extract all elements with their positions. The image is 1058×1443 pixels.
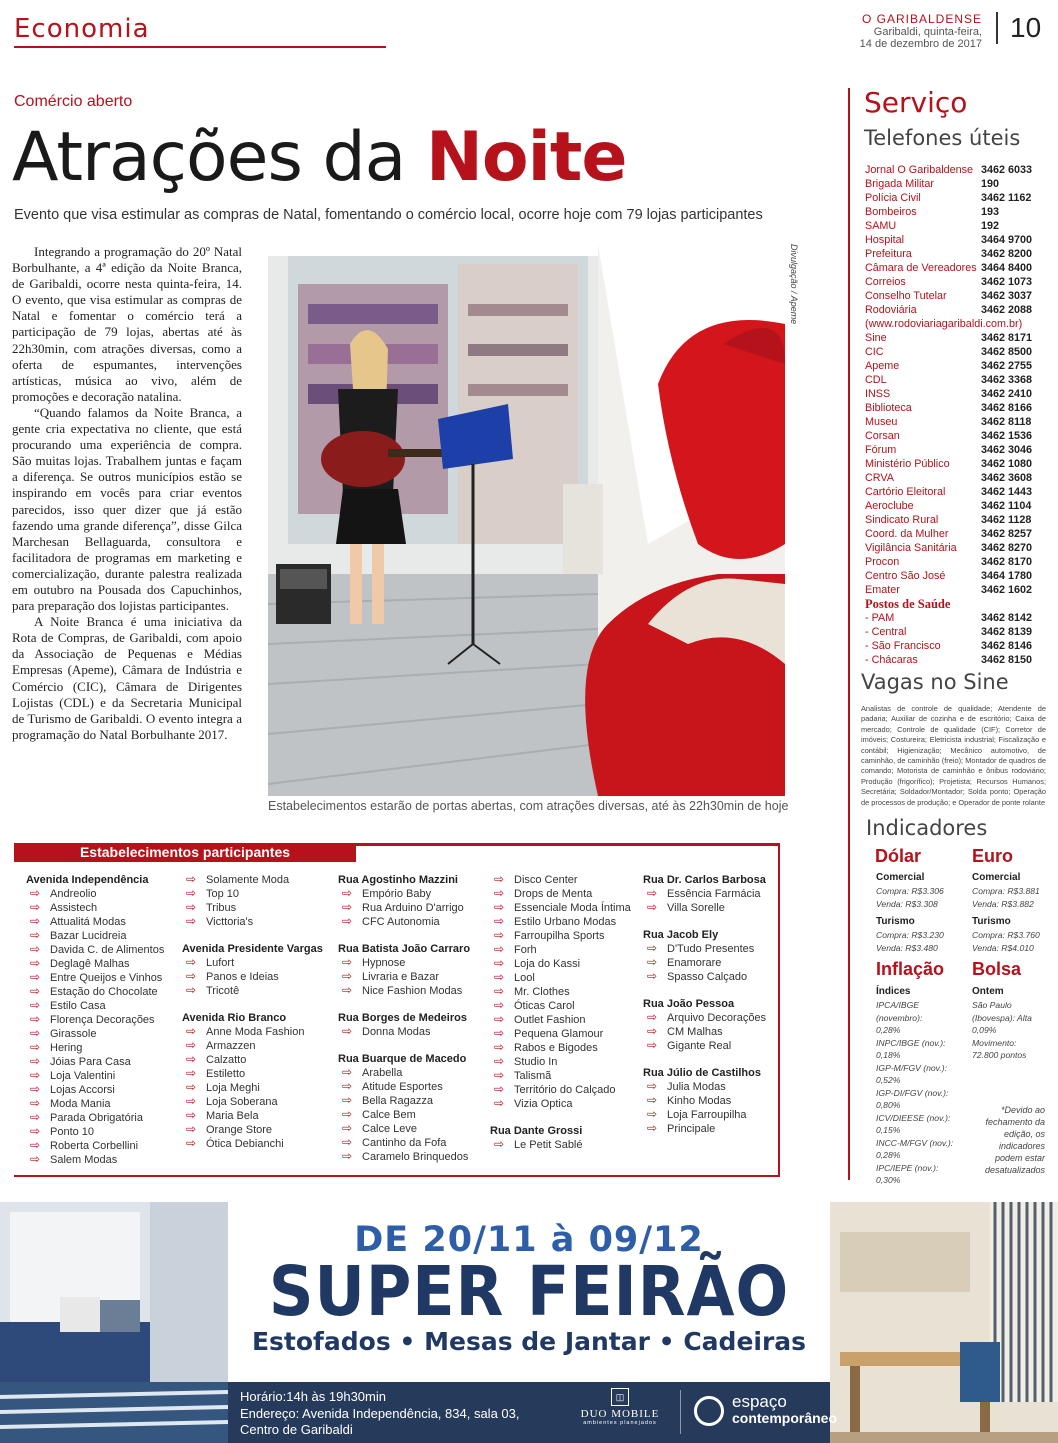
phone-number: 3462 8257: [981, 528, 1033, 540]
phone-row: [865, 303, 1045, 317]
phone-number: 3462 8270: [981, 542, 1033, 554]
inflation-line: 0,80%: [876, 1100, 901, 1110]
inflation-line: 0,15%: [876, 1125, 901, 1135]
phone-name: Rodoviária: [865, 304, 917, 316]
shop-item: ⇨ Lufort: [182, 956, 332, 970]
shop-item: ⇨ Le Petit Sablé: [490, 1138, 640, 1152]
shop-item: ⇨ Nice Fashion Modas: [338, 984, 488, 998]
shop-item: ⇨ Anne Moda Fashion: [182, 1025, 332, 1039]
phone-row: [865, 163, 1045, 177]
inflacao-title: Inflação: [876, 959, 945, 979]
establishments-column-3: [338, 873, 488, 1164]
euro-comercial-venda: Venda: R$3.882: [972, 898, 1034, 909]
shop-item: ⇨ Talismã: [490, 1069, 640, 1083]
shop-item: ⇨ Loja Valentini: [26, 1069, 176, 1083]
shop-item: ⇨ Jóias Para Casa: [26, 1055, 176, 1069]
shop-item: ⇨ Hering: [26, 1041, 176, 1055]
phone-row: [865, 499, 1045, 513]
inflacao-sub: Índices: [876, 986, 911, 997]
phone-name: Postos de Saúde: [865, 597, 951, 611]
shop-item: ⇨ Entre Queijos e Vinhos: [26, 971, 176, 985]
phone-number: 3462 2755: [981, 360, 1033, 372]
phone-name: CIC: [865, 346, 884, 358]
article-kicker: Comércio aberto: [14, 93, 133, 110]
shop-item: ⇨ Lool: [490, 971, 640, 985]
shop-item: ⇨ Farroupilha Sports: [490, 929, 640, 943]
euro-turismo-compra: Compra: R$3.760: [972, 930, 1040, 940]
phone-row: [865, 541, 1045, 555]
street-name: Avenida Rio Branco: [182, 1012, 287, 1024]
phone-number: 3462 8118: [981, 416, 1032, 428]
shop-item: ⇨ Pequena Glamour: [490, 1027, 640, 1041]
euro-comercial-label: Comercial: [972, 872, 1021, 883]
inflation-line: INPC/IBGE (nov.):: [876, 1037, 946, 1048]
phone-name: Ministério Público: [865, 458, 950, 470]
shop-item: ⇨ Hypnose: [338, 956, 488, 970]
shop-item: ⇨ Loja Soberana: [182, 1095, 332, 1109]
phone-row: [865, 317, 1045, 331]
phone-number: 3462 1104: [981, 500, 1032, 512]
bolsa-values: [972, 999, 1047, 1062]
shop-item: ⇨ Lojas Accorsi: [26, 1083, 176, 1097]
phone-number: 3462 8500: [981, 346, 1033, 358]
phones-list: [865, 163, 1045, 667]
sidebar-rule: [848, 88, 850, 1180]
phone-number: 3462 3368: [981, 374, 1033, 386]
dolar-turismo-label: Turismo: [876, 916, 915, 927]
phone-row: [865, 611, 1045, 625]
shop-item: ⇨ Villa Sorelle: [643, 901, 793, 915]
article-deck: Evento que visa estimular as compras de Natal, fomentando o comércio local, ocorre hoje com 79 lojas participantes: [14, 207, 763, 223]
street-name: Rua Agostinho Mazzini: [338, 874, 458, 886]
phone-number: 3462 6033: [981, 164, 1033, 176]
street-name: Rua Borges de Medeiros: [338, 1012, 467, 1024]
phone-name: Coord. da Mulher: [865, 528, 949, 540]
phone-row: [865, 583, 1045, 597]
shop-item: ⇨ Calce Bem: [338, 1108, 488, 1122]
ad-address-2: Centro de Garibaldi: [240, 1422, 353, 1437]
shop-item: ⇨ Maria Bela: [182, 1109, 332, 1123]
shop-item: ⇨ Girassole: [26, 1027, 176, 1041]
shop-item: ⇨ Forh: [490, 943, 640, 957]
phone-name: Sindicato Rural: [865, 514, 939, 526]
shop-item: ⇨ Óticas Carol: [490, 999, 640, 1013]
phone-name: Cartório Eleitoral: [865, 486, 946, 498]
ad-dates: DE 20/11 à 09/12: [354, 1220, 704, 1260]
phone-number: 3462 3046: [981, 444, 1033, 456]
ad-subtitle: Estofados • Mesas de Jantar • Cadeiras: [251, 1327, 807, 1356]
vagas-title: Vagas no Sine: [861, 670, 1009, 694]
shop-item: ⇨ Roberta Corbellini: [26, 1139, 176, 1153]
street-name: Rua Dr. Carlos Barbosa: [643, 874, 766, 886]
vagas-text: Analistas de controle de qualidade; Atendente de padaria; Auxiliar de cozinha e de escritório; Caixa de mercado; Controle de qualidade (CIF); Corretor de imóveis; Costureira; Eletricista industrial; Fiscalização e contábil; Higienização; Mecânico automotivo, de caminhão, de caminhão (freio); Montador de quadros de comando; Motorista de caminhão e ônibus rodoviário; Produção (frigorífico); Projetista; Recursos Humanos; Secretária; Soldador/Montador; Solda ponto; Operação de processos de produção; e Operador de ponte rolante: [861, 704, 1046, 807]
phone-row: [865, 513, 1045, 527]
phone-number: 192: [981, 220, 1000, 232]
article-headline: [12, 118, 627, 197]
phone-row: [865, 401, 1045, 415]
phone-number: 3462 8166: [981, 402, 1033, 414]
phone-row: [865, 653, 1045, 667]
phone-number: 3462 1080: [981, 458, 1033, 470]
dolar-turismo-values: [876, 929, 944, 954]
phone-number: 3462 8171: [981, 332, 1033, 344]
euro-comercial-values: [972, 885, 1040, 910]
phone-row: [865, 275, 1045, 289]
article-photo: [268, 244, 785, 796]
phone-name: SAMU: [865, 220, 897, 232]
phone-name: Correios: [865, 276, 906, 288]
dolar-title: Dólar: [875, 846, 922, 866]
phone-number: 3462 8150: [981, 654, 1033, 666]
espaco-logo-word-2: contemporâneo: [732, 1410, 838, 1426]
ad-logo-divider: [680, 1390, 681, 1434]
shop-item: ⇨ Livraria e Bazar: [338, 970, 488, 984]
duo-mobile-icon: ◫: [611, 1388, 629, 1406]
shop-item: ⇨ Salem Modas: [26, 1153, 176, 1167]
phone-name: Câmara de Vereadores: [865, 262, 977, 274]
phone-row: [865, 261, 1045, 275]
phone-row: [865, 443, 1045, 457]
dolar-comercial-label: Comercial: [876, 872, 925, 883]
photo-caption: Estabelecimentos estarão de portas abertas, com atrações diversas, até às 22h30min de hoje: [268, 799, 789, 813]
street-name: Avenida Presidente Vargas: [182, 943, 323, 955]
shop-item: ⇨ CFC Autonomia: [338, 915, 488, 929]
phone-name: Vigilância Sanitária: [865, 542, 957, 554]
phone-name: Sine: [865, 332, 887, 344]
shop-item: ⇨ D'Tudo Presentes: [643, 942, 793, 956]
phone-row: [865, 415, 1045, 429]
shop-item: ⇨ Rabos e Bigodes: [490, 1041, 640, 1055]
phone-number: 3462 8170: [981, 556, 1033, 568]
phone-number: 190: [981, 178, 1000, 190]
phone-row: [865, 387, 1045, 401]
phone-number: 3462 8146: [981, 640, 1033, 652]
shop-item: ⇨ Caramelo Brinquedos: [338, 1150, 488, 1164]
phone-row: [865, 625, 1045, 639]
duo-mobile-tagline: ambientes planejados: [583, 1420, 657, 1426]
headline-part-a: Atrações da: [12, 118, 406, 197]
shop-item: ⇨ Deglagê Malhas: [26, 957, 176, 971]
euro-title: Euro: [972, 846, 1014, 866]
phone-row: [865, 177, 1045, 191]
shop-item: ⇨ Florença Decorações: [26, 1013, 176, 1027]
shop-item: ⇨ Tricotê: [182, 984, 332, 998]
shop-item: ⇨ Assistech: [26, 901, 176, 915]
phone-number: 3464 8400: [981, 262, 1033, 274]
indicators-title: Indicadores: [866, 816, 988, 840]
phone-name: (www.rodoviariagaribaldi.com.br): [865, 318, 1023, 330]
shop-item: ⇨ Tribus: [182, 901, 332, 915]
shop-item: ⇨ Orange Store: [182, 1123, 332, 1137]
bolsa-title: Bolsa: [972, 959, 1022, 979]
phone-name: Biblioteca: [865, 402, 912, 414]
duo-mobile-logo: [578, 1388, 662, 1426]
inflation-line: 0,30%: [876, 1175, 901, 1185]
phone-number: 3462 1602: [981, 584, 1033, 596]
phone-row: [865, 555, 1045, 569]
phone-name: Emater: [865, 584, 900, 596]
shop-item: ⇨ Davida C. de Alimentos: [26, 943, 176, 957]
sidebar-title: Serviço: [864, 86, 968, 119]
phone-name: Prefeitura: [865, 248, 912, 260]
phone-number: 3462 8200: [981, 248, 1033, 260]
establishments-column-1: [26, 873, 176, 1167]
shop-item: ⇨ Atitude Esportes: [338, 1080, 488, 1094]
espaco-logo-icon: [694, 1396, 724, 1426]
shop-item: ⇨ Estilo Casa: [26, 999, 176, 1013]
phone-row: [865, 639, 1045, 653]
phone-row: [865, 205, 1045, 219]
shop-item: ⇨ Bazar Lucidreia: [26, 929, 176, 943]
shop-item: ⇨ Loja Farroupilha: [643, 1108, 793, 1122]
street-name: Rua Dante Grossi: [490, 1125, 583, 1137]
shop-item: ⇨ Arquivo Decorações: [643, 1011, 793, 1025]
euro-turismo-venda: Venda: R$4.010: [972, 942, 1034, 953]
inflation-line: 0,28%: [876, 1150, 901, 1160]
shop-item: ⇨ Ótica Debianchi: [182, 1137, 332, 1151]
article-body: [12, 244, 242, 743]
photo-illustration: [268, 244, 785, 796]
phone-name: Conselho Tutelar: [865, 290, 947, 302]
phone-row: [865, 373, 1045, 387]
phone-name: Apeme: [865, 360, 900, 372]
phones-title: Telefones úteis: [864, 126, 1021, 150]
phone-row: [865, 219, 1045, 233]
shop-item: ⇨ Bella Ragazza: [338, 1094, 488, 1108]
shop-item: ⇨ Solamente Moda: [182, 873, 332, 887]
shop-item: ⇨ Mr. Clothes: [490, 985, 640, 999]
phone-number: 3462 1128: [981, 514, 1032, 526]
page-number: 10: [1010, 12, 1042, 43]
phones-subheading: [865, 597, 1045, 611]
bolsa-line: 72.800 pontos: [972, 1050, 1027, 1060]
phone-row: [865, 471, 1045, 485]
dolar-turismo-venda: Venda: R$3.480: [876, 942, 938, 953]
espaco-logo-word-1: espaço: [732, 1392, 787, 1411]
page-divider: [996, 12, 998, 44]
phone-name: Centro São José: [865, 570, 946, 582]
phone-number: 3462 3608: [981, 472, 1033, 484]
phone-row: [865, 345, 1045, 359]
street-name: Rua Batista João Carraro: [338, 943, 471, 955]
inflation-line: ICV/DIEESE (nov.):: [876, 1112, 951, 1123]
shop-item: ⇨ Disco Center: [490, 873, 640, 887]
phone-number: 3462 1162: [981, 192, 1032, 204]
establishments-title: Estabelecimentos participantes: [14, 843, 356, 862]
shop-item: ⇨ Estiletto: [182, 1067, 332, 1081]
shop-item: ⇨ Loja do Kassi: [490, 957, 640, 971]
shop-item: ⇨ Armazzen: [182, 1039, 332, 1053]
shop-item: ⇨ Essência Farmácia: [643, 887, 793, 901]
dolar-comercial-compra: Compra: R$3.306: [876, 886, 944, 896]
photo-credit: [787, 244, 799, 344]
inflacao-values: [876, 999, 966, 1187]
shop-item: ⇨ Outlet Fashion: [490, 1013, 640, 1027]
phone-number: 3462 3037: [981, 290, 1033, 302]
ad-hours: Horário:14h às 19h30min: [240, 1389, 386, 1404]
phone-number: 3462 2088: [981, 304, 1033, 316]
shop-item: ⇨ Studio In: [490, 1055, 640, 1069]
phone-row: [865, 569, 1045, 583]
phone-name: Fórum: [865, 444, 897, 456]
shop-item: ⇨ Spasso Calçado: [643, 970, 793, 984]
phone-number: 3462 8139: [981, 626, 1033, 638]
inflation-line: IPC/IEPE (nov.):: [876, 1162, 939, 1173]
establishments-column-2: [182, 873, 332, 1151]
shop-item: ⇨ Panos e Ideias: [182, 970, 332, 984]
phone-number: 3464 1780: [981, 570, 1033, 582]
paragraph-3: A Noite Branca é uma iniciativa da Rota de Compras, de Garibaldi, com apoio da Associação de Pequenas e Médias Empresas (Apeme), Câmara de Indústria e Comércio (CIC), Câmara de Dirigentes Lojistas (CDL) e da Secretaria Municipal de Turismo de Garibaldi. O evento integra a programação do Natal Borbulhante 2017.: [12, 614, 242, 742]
phone-number: 3464 9700: [981, 234, 1033, 246]
shop-item: ⇨ Estilo Urbano Modas: [490, 915, 640, 929]
euro-turismo-label: Turismo: [972, 916, 1011, 927]
paragraph-1: Integrando a programação do 20º Natal Borbulhante, a 4ª edição da Noite Branca, de Garibaldi, ocorre nesta quinta-feira, 14. O evento, que visa estimular as compras de Natal e fomentar o comércio terá a participação de 79 lojas, abertas até às 22h30min, com atrações diversas, como a oferta de espumantes, intervenções artísticas, música ao vivo, além de promoções e decoração natalina.: [12, 244, 242, 404]
phone-row: [865, 233, 1045, 247]
phone-number: 3462 2410: [981, 388, 1033, 400]
dolar-turismo-compra: Compra: R$3.230: [876, 930, 944, 940]
shop-item: ⇨ Top 10: [182, 887, 332, 901]
inflation-line: IGP-DI/FGV (nov.):: [876, 1087, 949, 1098]
phone-name: INSS: [865, 388, 891, 400]
euro-turismo-values: [972, 929, 1040, 954]
photo-credit-text: Divulgação / Apeme: [789, 244, 799, 325]
phone-number: 3462 8142: [981, 612, 1033, 624]
inflation-line: 0,52%: [876, 1075, 901, 1085]
street-name: Avenida Independência: [26, 874, 149, 886]
paragraph-2: “Quando falamos da Noite Branca, a gente cria expectativa no cliente, que está procurando uma experiência de compra. São muitas lojas. Trabalhem juntas e façam a diferença. Se outros municípios estão se inspirando em vocês para criar eventos parecidos, isso quer dizer que já estão fazendo uma grande diferença”, disse Gilca Marchesan Bellaguarda, consultora e facilitadora de programas em marketing e comercialização, durante palestra realizada em outubro na Pousada dos Capuchinhos, para preparação dos lojistas participantes.: [12, 404, 242, 614]
street-name: Rua Júlio de Castilhos: [643, 1067, 761, 1079]
header-rule: [14, 46, 386, 48]
phone-name: - São Francisco: [865, 640, 941, 652]
shop-item: ⇨ Estação do Chocolate: [26, 985, 176, 999]
date-line-1: Garibaldi, quinta-feira,: [873, 26, 982, 38]
bolsa-line: São Paulo (Ibovespa): Alta 0,09%: [972, 1000, 1032, 1035]
shop-item: ⇨ Donna Modas: [338, 1025, 488, 1039]
inflation-line: INCC-M/FGV (nov.):: [876, 1137, 954, 1148]
shop-item: ⇨ Kinho Modas: [643, 1094, 793, 1108]
phone-name: CDL: [865, 374, 887, 386]
shop-item: ⇨ Victtoria's: [182, 915, 332, 929]
phone-name: Bombeiros: [865, 206, 917, 218]
phone-row: [865, 191, 1045, 205]
inflation-line: 0,28%: [876, 1025, 901, 1035]
shop-item: ⇨ Calce Leve: [338, 1122, 488, 1136]
shop-item: ⇨ Attualitá Modas: [26, 915, 176, 929]
phone-row: [865, 485, 1045, 499]
ad-title: SUPER FEIRÃO: [268, 1251, 790, 1332]
shop-item: ⇨ Ponto 10: [26, 1125, 176, 1139]
shop-item: ⇨ Calzatto: [182, 1053, 332, 1067]
phone-name: Brigada Militar: [865, 178, 935, 190]
phone-name: Aeroclube: [865, 500, 914, 512]
establishments-column-5: [643, 873, 793, 1136]
shop-item: ⇨ Drops de Menta: [490, 887, 640, 901]
bolsa-line: Movimento:: [972, 1037, 1017, 1048]
shop-item: ⇨ Essenciale Moda Íntima: [490, 901, 640, 915]
phone-name: CRVA: [865, 472, 895, 484]
duo-mobile-name: DUO MOBILE: [580, 1408, 660, 1420]
inflation-line: IGP-M/FGV (nov.):: [876, 1062, 947, 1073]
headline-part-b: Noite: [425, 118, 627, 197]
newspaper-name: O GARIBALDENSE: [861, 12, 982, 26]
shop-item: ⇨ Loja Meghi: [182, 1081, 332, 1095]
phone-name: Museu: [865, 416, 898, 428]
phone-name: Procon: [865, 556, 900, 568]
inflation-line: 0,18%: [876, 1050, 901, 1060]
dolar-comercial-venda: Venda: R$3.308: [876, 898, 938, 909]
phone-number: 193: [981, 206, 1000, 218]
street-name: Rua João Pessoa: [643, 998, 735, 1010]
shop-item: ⇨ Rua Arduino D'arrigo: [338, 901, 488, 915]
phone-name: Corsan: [865, 430, 900, 442]
phone-name: Hospital: [865, 234, 905, 246]
phone-name: Polícia Civil: [865, 192, 921, 204]
phone-name: - Chácaras: [865, 654, 918, 666]
shop-item: ⇨ Território do Calçado: [490, 1083, 640, 1097]
shop-item: ⇨ Julia Modas: [643, 1080, 793, 1094]
phone-row: [865, 331, 1045, 345]
shop-item: ⇨ Parada Obrigatória: [26, 1111, 176, 1125]
shop-item: ⇨ Enamorare: [643, 956, 793, 970]
phone-row: [865, 429, 1045, 443]
inflation-line: IPCA/IBGE (novembro):: [876, 1000, 923, 1023]
ad-address-1: Endereço: Avenida Independência, 834, sala 03,: [240, 1405, 520, 1421]
phone-row: [865, 527, 1045, 541]
phone-name: - Central: [865, 626, 907, 638]
date-line-2: 14 de dezembro de 2017: [859, 38, 982, 50]
shop-item: ⇨ CM Malhas: [643, 1025, 793, 1039]
ad-info: [240, 1389, 519, 1439]
phone-row: [865, 457, 1045, 471]
shop-item: ⇨ Andreolio: [26, 887, 176, 901]
edition-date: [822, 26, 982, 50]
street-name: Rua Buarque de Macedo: [338, 1053, 467, 1065]
shop-item: ⇨ Cantinho da Fofa: [338, 1136, 488, 1150]
shop-item: ⇨ Empório Baby: [338, 887, 488, 901]
establishments-column-4: [490, 873, 640, 1152]
indicators-note: *Devido ao fechamento da edição, os indicadores podem estar desatualizados: [985, 1105, 1046, 1175]
phone-number: 3462 1536: [981, 430, 1033, 442]
shop-item: ⇨ Arabella: [338, 1066, 488, 1080]
phone-row: [865, 289, 1045, 303]
shop-item: ⇨ Vizia Optica: [490, 1097, 640, 1111]
bolsa-sub: Ontem: [972, 986, 1004, 997]
phone-name: - PAM: [865, 612, 895, 624]
euro-comercial-compra: Compra: R$3.881: [972, 886, 1040, 896]
shop-item: ⇨ Gigante Real: [643, 1039, 793, 1053]
shop-item: ⇨ Principale: [643, 1122, 793, 1136]
phone-row: [865, 359, 1045, 373]
section-title: Economia: [14, 14, 150, 44]
phone-name: Jornal O Garibaldense: [865, 164, 974, 176]
phone-row: [865, 247, 1045, 261]
shop-item: ⇨ Moda Mania: [26, 1097, 176, 1111]
phone-number: 3462 1443: [981, 486, 1033, 498]
phone-number: 3462 1073: [981, 276, 1033, 288]
dolar-comercial-values: [876, 885, 944, 910]
street-name: Rua Jacob Ely: [643, 929, 719, 941]
